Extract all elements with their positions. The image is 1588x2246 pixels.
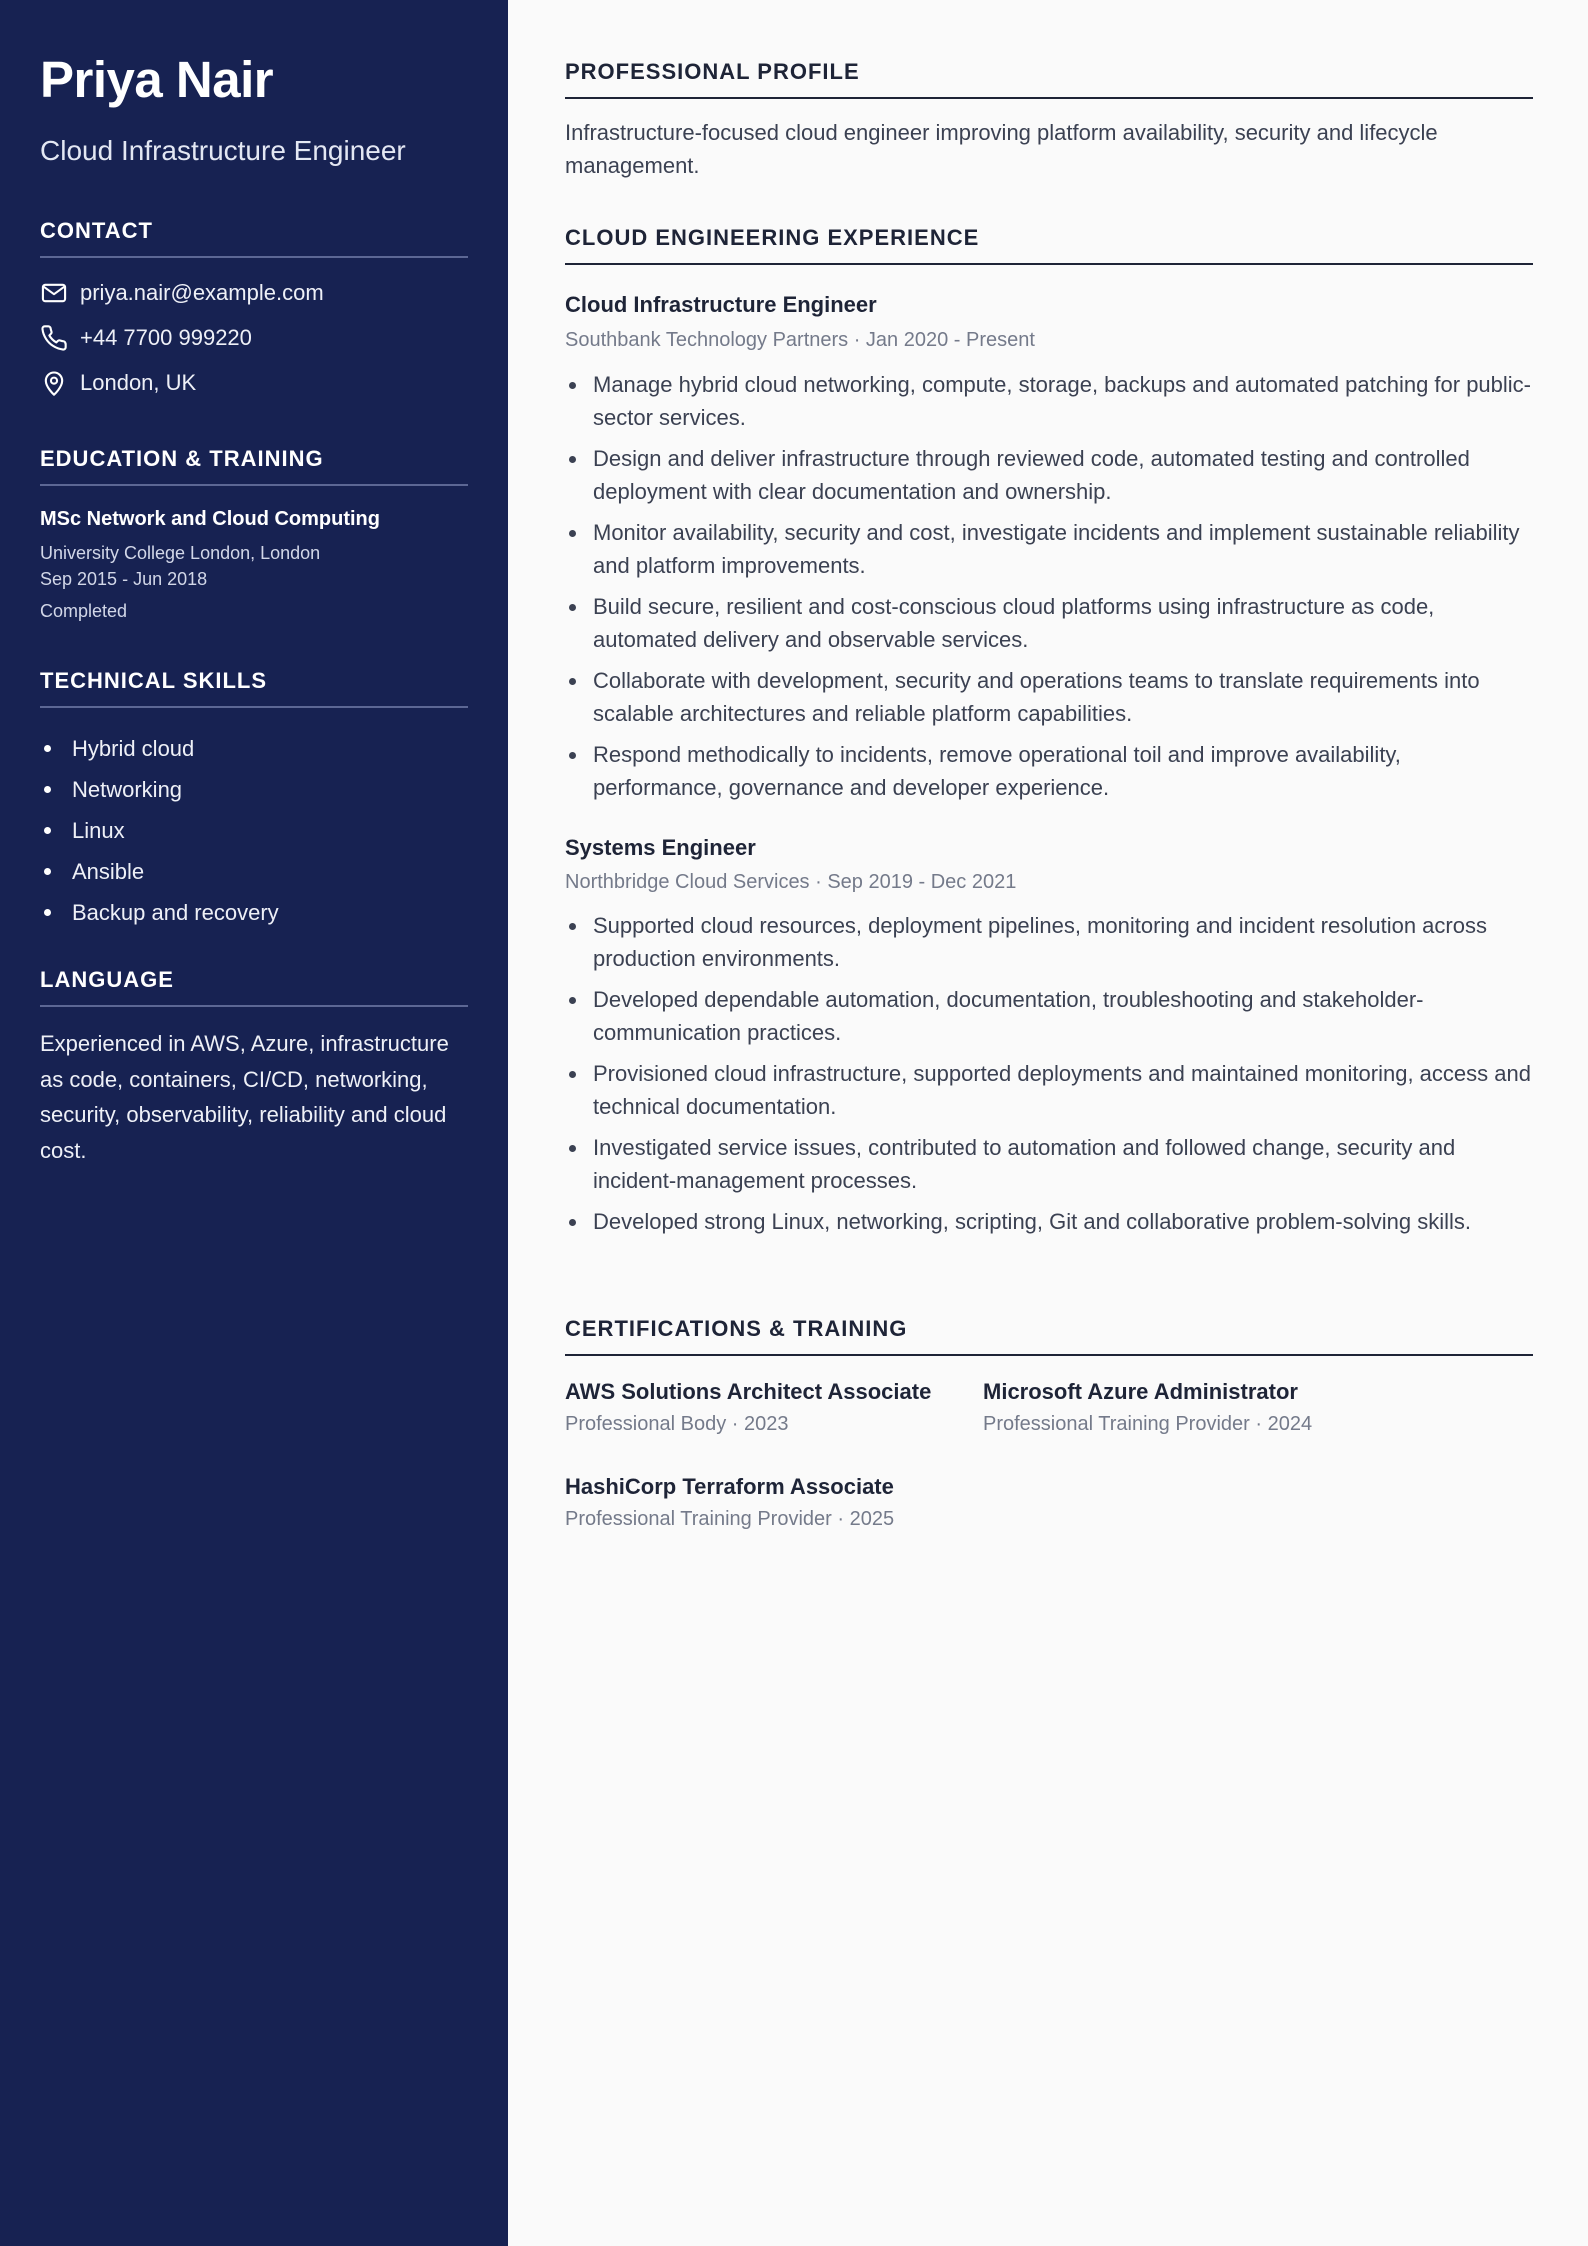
contact-location-text: London, UK: [80, 370, 197, 395]
job-bullet: Provisioned cloud infrastructure, supported deployments and maintained monitoring, access and technical documentation.: [565, 1057, 1535, 1123]
job-meta: Southbank Technology Partners · Jan 2020 - Present: [565, 329, 1035, 351]
skill-item: Backup and recovery: [40, 892, 279, 933]
job-bullet: Supported cloud resources, deployment pipelines, monitoring and incident resolution across production environments.: [565, 909, 1535, 975]
map-pin-icon: [40, 369, 68, 397]
job-bullets: [565, 909, 1535, 1246]
certifications-heading: CERTIFICATIONS & TRAINING: [565, 1316, 1533, 1356]
job-bullet: Respond methodically to incidents, remove operational toil and improve availability, performance, governance and developer experience.: [565, 738, 1535, 804]
education-status: Completed: [40, 601, 128, 621]
job-bullet: Developed dependable automation, documentation, troubleshooting and stakeholder-communication practices.: [565, 983, 1535, 1049]
job-bullet: Developed strong Linux, networking, scripting, Git and collaborative problem-solving skills.: [565, 1205, 1535, 1238]
skills-heading: TECHNICAL SKILLS: [40, 668, 468, 708]
contact-email[interactable]: [40, 279, 324, 307]
education-heading: EDUCATION & TRAINING: [40, 446, 468, 486]
job-title: Cloud Infrastructure Engineer: [565, 292, 877, 317]
job-bullet: Investigated service issues, contributed to automation and followed change, security and incident-management processes.: [565, 1131, 1535, 1197]
skill-item: Ansible: [40, 851, 279, 892]
certification-item: [565, 1474, 894, 1531]
experience-heading: CLOUD ENGINEERING EXPERIENCE: [565, 225, 1533, 265]
language-text: Experienced in AWS, Azure, infrastructure as code, containers, CI/CD, networking, security, observability, reliability and cloud cost.: [40, 1031, 449, 1163]
phone-icon: [40, 324, 68, 352]
certification-name: AWS Solutions Architect Associate: [565, 1379, 932, 1404]
skill-item: Networking: [40, 769, 279, 810]
certification-item: [565, 1379, 931, 1436]
profile-heading: PROFESSIONAL PROFILE: [565, 59, 1533, 99]
skill-item: Linux: [40, 810, 279, 851]
contact-email-text: priya.nair@example.com: [80, 280, 324, 305]
contact-heading: CONTACT: [40, 218, 468, 258]
job-bullet: Manage hybrid cloud networking, compute, storage, backups and automated patching for public-sector services.: [565, 368, 1535, 434]
certification-meta: Professional Training Provider · 2024: [983, 1413, 1313, 1435]
profile-text: Infrastructure-focused cloud engineer improving platform availability, security and lifecycle management.: [565, 120, 1438, 178]
job-bullets: [565, 368, 1535, 812]
contact-phone[interactable]: [40, 324, 252, 352]
job-title: Systems Engineer: [565, 835, 756, 860]
education-dates: Sep 2015 - Jun 2018: [40, 569, 208, 589]
job-bullet: Collaborate with development, security and operations teams to translate requirements into scalable architectures and reliable platform capabilities.: [565, 664, 1535, 730]
certification-name: HashiCorp Terraform Associate: [565, 1474, 894, 1499]
contact-phone-text: +44 7700 999220: [80, 325, 252, 350]
job-bullet: Build secure, resilient and cost-conscious cloud platforms using infrastructure as code, automated delivery and observable services.: [565, 590, 1535, 656]
mail-icon: [40, 279, 68, 307]
contact-location: [40, 369, 196, 397]
language-heading: LANGUAGE: [40, 967, 468, 1007]
candidate-name: Priya Nair: [40, 51, 274, 108]
certification-meta: Professional Training Provider · 2025: [565, 1508, 895, 1530]
candidate-role: Cloud Infrastructure Engineer: [40, 135, 406, 166]
certification-name: Microsoft Azure Administrator: [983, 1379, 1298, 1404]
education-institution: University College London, London: [40, 543, 321, 563]
job-bullet: Monitor availability, security and cost, investigate incidents and implement sustainable reliability and platform improvements.: [565, 516, 1535, 582]
skill-item: Hybrid cloud: [40, 728, 279, 769]
certification-item: [983, 1379, 1312, 1436]
education-degree: MSc Network and Cloud Computing: [40, 508, 380, 530]
skills-list: [40, 728, 279, 933]
job-meta: Northbridge Cloud Services · Sep 2019 - Dec 2021: [565, 871, 1017, 893]
certification-meta: Professional Body · 2023: [565, 1413, 789, 1435]
job-bullet: Design and deliver infrastructure through reviewed code, automated testing and controlled deployment with clear documentation and ownership.: [565, 442, 1535, 508]
